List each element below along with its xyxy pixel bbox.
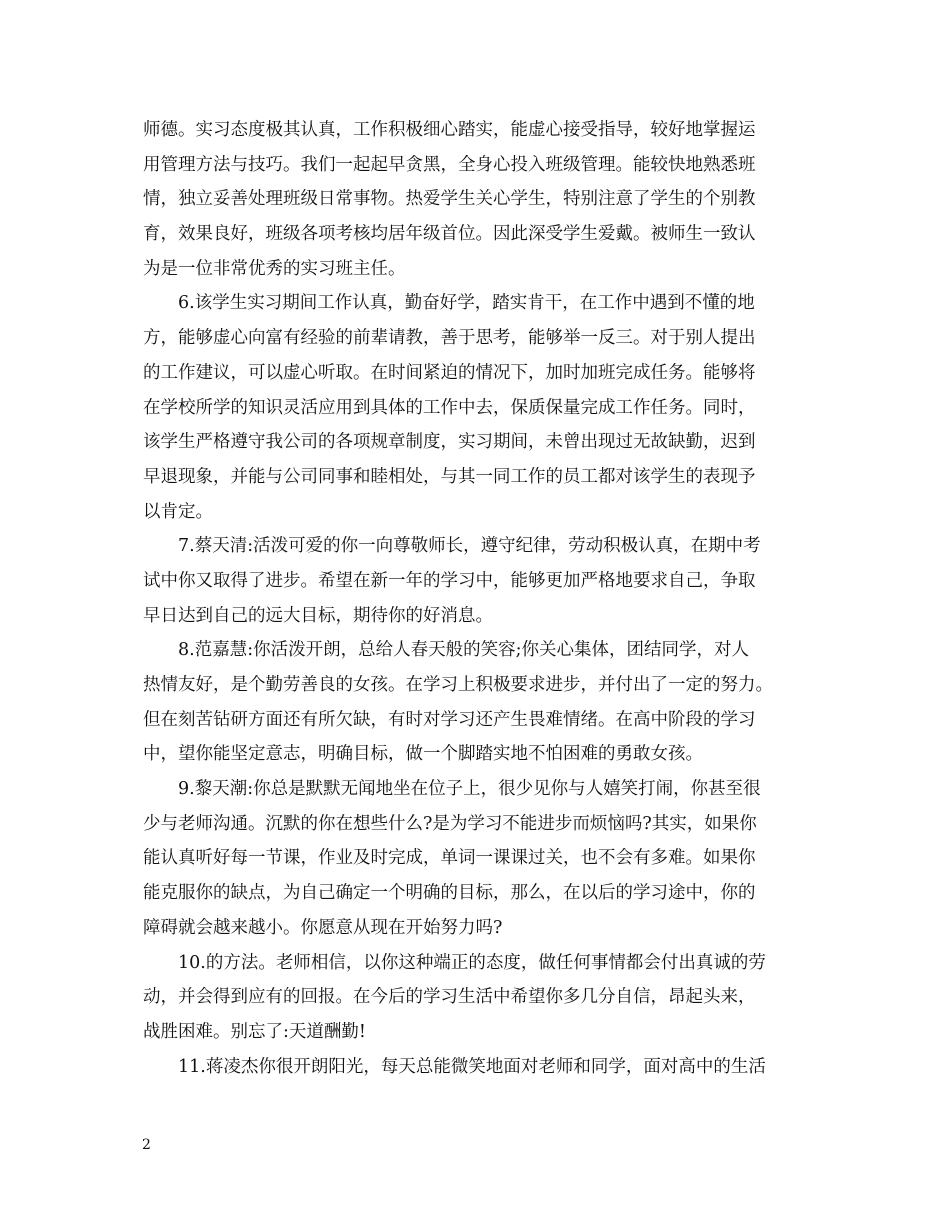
text-line: 热情友好，是个勤劳善良的女孩。在学习上积极要求进步，并付出了一定的努力。: [143, 675, 773, 695]
text-line: 该学生严格遵守我公司的各项规章制度，实习期间，未曾出现过无故缺勤，迟到: [143, 432, 756, 453]
text-line: 的工作建议，可以虚心听取。在时间紧迫的情况下，加时加班完成任务。能够将: [143, 362, 756, 383]
text-line: 动，并会得到应有的回报。在今后的学习生活中希望你多几分自信，昂起头来，: [143, 987, 756, 1008]
text-line: 能认真听好每一节课，作业及时完成，单词一课课过关，也不会有多难。如果你: [143, 848, 756, 869]
text-line: 战胜困难。别忘了:天道酬勤!: [143, 1021, 366, 1042]
document-body: [143, 113, 823, 1084]
text-line: 用管理方法与技巧。我们一起起早贪黑，全身心投入班级管理。能较快地熟悉班: [143, 154, 756, 175]
text-line: 试中你又取得了进步。希望在新一年的学习中，能够更加严格地要求自己，争取: [143, 570, 756, 591]
text-line: 方，能够虚心向富有经验的前辈请教，善于思考，能够举一反三。对于别人提出: [143, 328, 756, 349]
text-line: 早日达到自己的远大目标，期待你的好消息。: [143, 605, 493, 626]
text-line: 在学校所学的知识灵活应用到具体的工作中去，保质保量完成工作任务。同时，: [143, 397, 756, 418]
page-number: 2: [142, 1137, 151, 1153]
paragraph-start-6: 6.该学生实习期间工作认真，勤奋好学，踏实肯干，在工作中遇到不懂的地: [178, 293, 755, 314]
text-line: 情，独立妥善处理班级日常事物。热爱学生关心学生，特别注意了学生的个别教: [143, 189, 756, 210]
text-line: 育，效果良好，班级各项考核均居年级首位。因此深受学生爱戴。被师生一致认: [143, 224, 756, 245]
text-line: 障碍就会越来越小。你愿意从现在开始努力吗?: [143, 917, 503, 938]
text-line: 中，望你能坚定意志，明确目标，做一个脚踏实地不怕困难的勇敢女孩。: [143, 744, 703, 765]
text-line: 能克服你的缺点，为自己确定一个明确的目标，那么，在以后的学习途中，你的: [143, 883, 756, 904]
text-line: 以肯定。: [143, 501, 213, 522]
paragraph-start-8: 8.范嘉慧:你活泼开朗，总给人春天般的笑容;你关心集体，团结同学，对人: [178, 640, 749, 661]
text-line: 早退现象，并能与公司同事和睦相处，与其一同工作的员工都对该学生的表现予: [143, 466, 756, 487]
paragraph-start-11: 11.蒋凌杰你很开朗阳光，每天总能微笑地面对老师和同学，面对高中的生活: [178, 1056, 766, 1077]
text-line: 为是一位非常优秀的实习班主任。: [143, 258, 406, 279]
text-line: 少与老师沟通。沉默的你在想些什么?是为学习不能进步而烦恼吗?其实，如果你: [143, 813, 757, 834]
paragraph-start-7: 7.蔡天清:活泼可爱的你一向尊敬师长，遵守纪律，劳动积极认真，在期中考: [178, 536, 761, 557]
paragraph-start-9: 9.黎天潮:你总是默默无闻地坐在位子上，很少见你与人嬉笑打闹，你甚至很: [178, 779, 761, 800]
text-line: 师德。实习态度极其认真，工作积极细心踏实，能虚心接受指导，较好地掌握运: [143, 120, 756, 140]
paragraph-start-10: 10.的方法。老师相信，以你这种端正的态度，做任何事情都会付出真诚的劳: [178, 952, 766, 973]
text-line: 但在刻苦钻研方面还有所欠缺，有时对学习还产生畏难情绪。在高中阶段的学习: [143, 709, 756, 730]
